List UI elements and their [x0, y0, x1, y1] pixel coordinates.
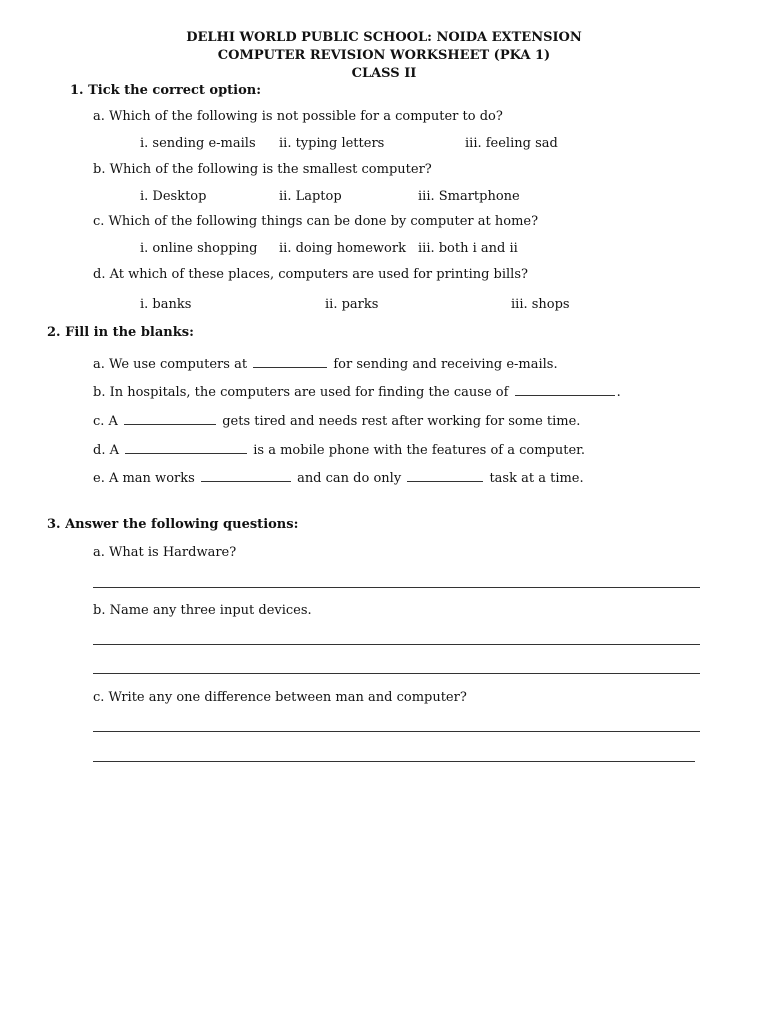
question-3a: a. What is Hardware?: [93, 545, 237, 560]
section1-title: 1. Tick the correct option:: [70, 83, 262, 98]
question-1a: a. Which of the following is not possible for a computer to do?: [93, 109, 503, 124]
blank-c-text-1: c. A: [93, 414, 118, 429]
blank-d-text-1: d. A: [93, 443, 119, 458]
blank-c-text-2: gets tired and needs rest after working for some time.: [222, 414, 581, 429]
blank-b-text-1: b. In hospitals, the computers are used for finding the cause of: [93, 385, 509, 400]
blank-a-text-1: a. We use computers at: [93, 357, 248, 372]
question-3b: b. Name any three input devices.: [93, 603, 312, 618]
blank-e-text-2: and can do only: [297, 471, 402, 486]
answer-line-3b-1[interactable]: [93, 644, 700, 645]
option-1c-ii: ii. doing homework: [279, 241, 406, 256]
option-1d-i: i. banks: [140, 297, 192, 312]
option-1b-iii: iii. Smartphone: [418, 189, 520, 204]
question-3c: c. Write any one difference between man and computer?: [93, 690, 467, 705]
blank-d-text-2: is a mobile phone with the features of a computer.: [253, 443, 586, 458]
question-1b: b. Which of the following is the smallest computer?: [93, 162, 432, 177]
question-1c: c. Which of the following things can be done by computer at home?: [93, 214, 539, 229]
answer-line-3c-2[interactable]: [93, 761, 695, 762]
blank-a: [93, 355, 558, 372]
blank-a-text-2: for sending and receiving e-mails.: [333, 357, 558, 372]
option-1d-iii: iii. shops: [511, 297, 570, 312]
blank-b: [93, 383, 621, 400]
section3-title: 3. Answer the following questions:: [47, 517, 299, 532]
question-1d: d. At which of these places, computers are used for printing bills?: [93, 267, 528, 282]
option-1a-i: i. sending e-mails: [140, 136, 256, 151]
class-label: CLASS II: [351, 66, 417, 81]
blank-a-line[interactable]: [253, 355, 327, 368]
option-1a-ii: ii. typing letters: [279, 136, 385, 151]
blank-e-text-3: task at a time.: [489, 471, 584, 486]
option-1c-i: i. online shopping: [140, 241, 258, 256]
section2-title: 2. Fill in the blanks:: [47, 325, 194, 340]
blank-b-text-2: .: [616, 385, 621, 400]
blank-c-line[interactable]: [124, 412, 216, 425]
worksheet-title: COMPUTER REVISION WORKSHEET (PKA 1): [217, 48, 551, 63]
answer-line-3c-1[interactable]: [93, 731, 700, 732]
answer-line-3b-2[interactable]: [93, 673, 700, 674]
blank-e-text-1: e. A man works: [93, 471, 195, 486]
blank-e-line-2[interactable]: [407, 469, 483, 482]
blank-e: [93, 469, 584, 486]
option-1c-iii: iii. both i and ii: [418, 241, 518, 256]
option-1a-iii: iii. feeling sad: [465, 136, 558, 151]
blank-c: [93, 412, 580, 429]
blank-d: [93, 441, 585, 458]
blank-e-line-1[interactable]: [201, 469, 291, 482]
blank-b-line[interactable]: [515, 383, 615, 396]
school-name: DELHI WORLD PUBLIC SCHOOL: NOIDA EXTENSION: [186, 30, 582, 45]
option-1b-i: i. Desktop: [140, 189, 207, 204]
blank-d-line[interactable]: [125, 441, 247, 454]
answer-line-3a-1[interactable]: [93, 587, 700, 588]
option-1b-ii: ii. Laptop: [279, 189, 342, 204]
option-1d-ii: ii. parks: [325, 297, 379, 312]
